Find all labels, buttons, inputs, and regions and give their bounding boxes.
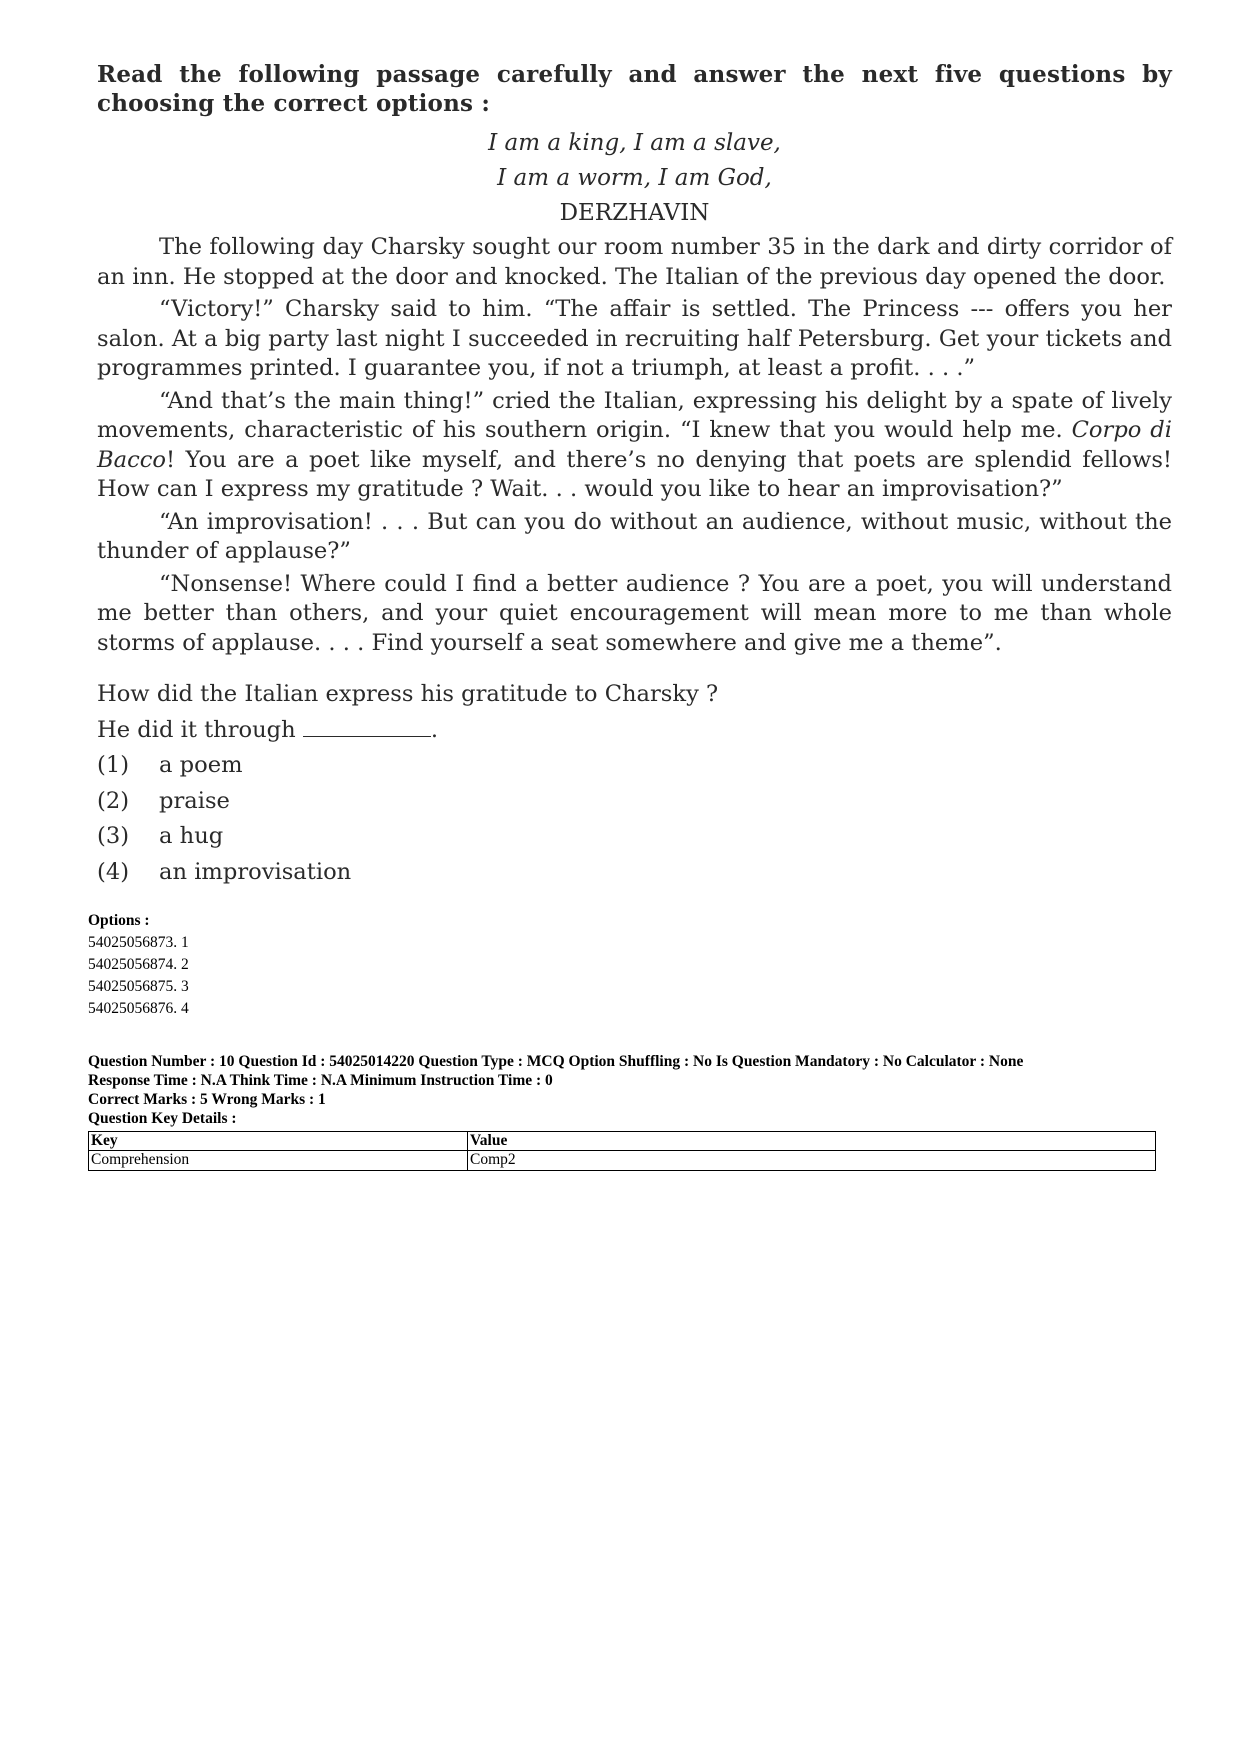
- passage-paragraph: “An improvisation! . . . But can you do without an audience, without music, without the thunder of applause?”: [97, 508, 1172, 564]
- passage-instruction: Read the following passage carefully and answer the next five questions by choosing the correct options :: [97, 61, 1172, 117]
- question-block: [97, 676, 1172, 890]
- option-id: 54025056874. 2: [88, 956, 189, 973]
- choice-text: a poem: [159, 752, 243, 778]
- table-header-row: [89, 1132, 1156, 1151]
- answer-choice: [97, 855, 1172, 891]
- passage-text: “And that’s the main thing!” cried the Italian, expressing his delight by a spate of lively movements, characteristic of his southern origin. “I knew that you would help me.: [97, 387, 1172, 443]
- question-stem-prefix: He did it through: [97, 717, 303, 743]
- passage-text: ! You are a poet like myself, and there’s no denying that poets are splendid fellows! How can I express my gratitude ? Wait. . . would you like to hear an improvisation?”: [97, 446, 1172, 502]
- passage-paragraph: “Nonsense! Where could I find a better audience ? You are a poet, you will understand me better than others, and your quiet encouragement will mean more to me than whole storms of applause. . . . Find yourself a seat somewhere and give me a theme”.: [97, 570, 1172, 656]
- question-text: How did the Italian express his gratitude to Charsky ?: [97, 681, 719, 707]
- answer-choice: [97, 819, 1172, 855]
- passage-paragraph: The following day Charsky sought our room number 35 in the dark and dirty corridor of an inn. He stopped at the door and knocked. The Italian of the previous day opened the door.: [97, 234, 1172, 290]
- option-id: 54025056873. 1: [88, 934, 189, 951]
- question-metadata: [88, 910, 1156, 1171]
- epigraph-line-1: I am a king, I am a slave,: [488, 130, 781, 156]
- choice-number: (1): [97, 752, 130, 778]
- epigraph-author: DERZHAVIN: [559, 200, 710, 226]
- passage-paragraph: [97, 387, 1172, 505]
- option-id: 54025056875. 3: [88, 978, 189, 995]
- table-header-value: Value: [468, 1132, 1156, 1151]
- passage-italic-text: Corpo di Bacco: [97, 417, 1172, 473]
- key-details-table: [88, 1131, 1156, 1171]
- choice-text: a hug: [159, 823, 224, 849]
- choice-number: (3): [97, 823, 130, 849]
- choice-text: an improvisation: [159, 858, 352, 885]
- answer-choice: [97, 784, 1172, 820]
- key-details-label: Question Key Details :: [88, 1110, 237, 1127]
- table-cell-value: Comp2: [468, 1151, 1156, 1171]
- choice-text: praise: [159, 787, 230, 814]
- answer-choice: [97, 748, 1172, 784]
- question-info: [88, 1052, 1156, 1128]
- question-info-line-1: Question Number : 10 Question Id : 54025014220 Question Type : MCQ Option Shuffling : No Is Question Mandatory : No Calculator : None: [88, 1053, 1024, 1070]
- option-id: 54025056876. 4: [88, 1000, 189, 1017]
- question-info-line-2: Response Time : N.A Think Time : N.A Minimum Instruction Time : 0: [88, 1072, 553, 1089]
- choice-number: (4): [97, 858, 130, 885]
- choice-number: (2): [97, 787, 130, 814]
- epigraph-line-2: I am a worm, I am God,: [497, 165, 772, 191]
- table-row: [89, 1151, 1156, 1171]
- question-stem: [97, 712, 1172, 748]
- options-label: Options :: [88, 912, 150, 929]
- table-cell-key: Comprehension: [89, 1151, 468, 1171]
- passage-paragraph: “Victory!” Charsky said to him. “The affair is settled. The Princess --- offers you her salon. At a big party last night I succeeded in recruiting half Petersburg. Get your tickets and programmes printed. I guarantee you, if not a triumph, at least a profit. . . .”: [97, 296, 1172, 381]
- answer-blank: [303, 714, 431, 737]
- marks-info: Correct Marks : 5 Wrong Marks : 1: [88, 1091, 326, 1108]
- scanned-question-image: [97, 60, 1172, 890]
- question-stem-suffix: .: [430, 717, 439, 743]
- table-header-key: Key: [89, 1132, 468, 1151]
